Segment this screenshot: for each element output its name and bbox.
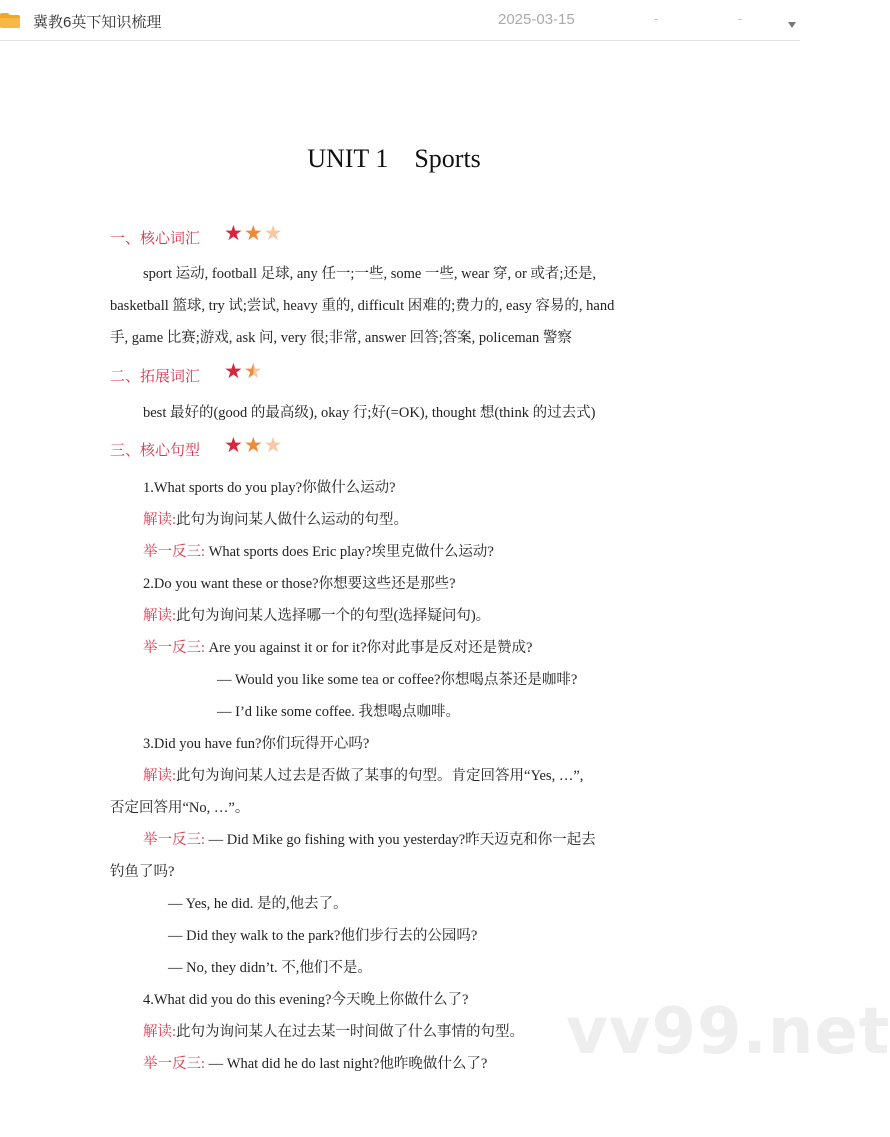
explanation-line: 解读:此句为询问某人选择哪一个的句型(选择疑问句)。 xyxy=(143,608,491,624)
difficulty-stars xyxy=(224,223,283,243)
dialogue-line: — I’d like some coffee. 我想喝点咖啡。 xyxy=(217,704,460,720)
document-date: 2025-03-15 xyxy=(498,11,575,28)
sentence-pattern-4: 4.What did you do this evening?今天晚上你做什么了? xyxy=(143,992,469,1008)
practice-line-cont: 钓鱼了吗? xyxy=(110,864,175,880)
star-icon: ★ xyxy=(263,433,283,457)
dialogue-line: — Did they walk to the park?他们步行去的公园吗? xyxy=(168,928,478,944)
ext-vocab-line: best 最好的(good 的最高级), okay 行;好(=OK), thought 想(think 的过去式) xyxy=(143,405,596,421)
star-icon: ★ xyxy=(224,359,243,383)
difficulty-stars xyxy=(224,435,283,455)
star-icon: ★ xyxy=(224,221,243,245)
star-icon: ★ xyxy=(243,433,263,457)
half-star-icon: ★ xyxy=(243,359,263,383)
document-page xyxy=(0,40,890,1137)
difficulty-stars xyxy=(224,361,264,381)
explanation-line: 解读:此句为询问某人在过去某一时间做了什么事情的句型。 xyxy=(143,1024,525,1040)
section-heading-ext-vocab: 二、拓展词汇 xyxy=(110,367,201,385)
practice-line: 举一反三: — What did he do last night?他昨晚做什么了? xyxy=(143,1056,488,1072)
scroll-arrow-icon[interactable] xyxy=(788,22,796,28)
dash-separator: - xyxy=(654,11,659,26)
vocab-line: basketball 篮球, try 试;尝试, heavy 重的, difficult 困难的;费力的, easy 容易的, hand xyxy=(110,298,615,314)
vocab-line: sport 运动, football 足球, any 任一;一些, some 一些, wear 穿, or 或者;还是, xyxy=(143,266,597,282)
sentence-pattern-1: 1.What sports do you play?你做什么运动? xyxy=(143,480,396,496)
practice-line: 举一反三: — Did Mike go fishing with you yesterday?昨天迈克和你一起去 xyxy=(143,832,596,848)
folder-icon xyxy=(0,12,20,28)
document-title[interactable]: 冀教6英下知识梳理 xyxy=(33,14,162,31)
dialogue-line: — Would you like some tea or coffee?你想喝点茶还是咖啡? xyxy=(217,672,578,688)
dialogue-line: — Yes, he did. 是的,他去了。 xyxy=(168,896,348,912)
dialogue-line: — No, they didn’t. 不,他们不是。 xyxy=(168,960,372,976)
dash-separator: - xyxy=(738,11,743,26)
section-heading-core-vocab: 一、核心词汇 xyxy=(110,229,201,247)
explanation-line: 解读:此句为询问某人过去是否做了某事的句型。肯定回答用“Yes, …”, xyxy=(143,768,584,784)
practice-line: 举一反三: What sports does Eric play?埃里克做什么运动? xyxy=(143,544,494,560)
vocab-line: 手, game 比赛;游戏, ask 问, very 很;非常, answer 回答;答案, policeman 警察 xyxy=(110,330,572,346)
sentence-pattern-3: 3.Did you have fun?你们玩得开心吗? xyxy=(143,736,370,752)
star-icon: ★ xyxy=(263,221,283,245)
practice-line: 举一反三: Are you against it or for it?你对此事是反对还是赞成? xyxy=(143,640,533,656)
star-icon: ★ xyxy=(224,433,243,457)
section-heading-core-sentences: 三、核心句型 xyxy=(110,441,201,459)
watermark: vv99.net xyxy=(566,995,890,1069)
explanation-line-cont: 否定回答用“No, …”。 xyxy=(110,800,250,816)
sentence-pattern-2: 2.Do you want these or those?你想要这些还是那些? xyxy=(143,576,456,592)
top-bar xyxy=(0,0,800,41)
unit-title: UNIT 1 Sports xyxy=(307,144,481,173)
explanation-line: 解读:此句为询问某人做什么运动的句型。 xyxy=(143,512,409,528)
star-icon: ★ xyxy=(243,221,263,245)
